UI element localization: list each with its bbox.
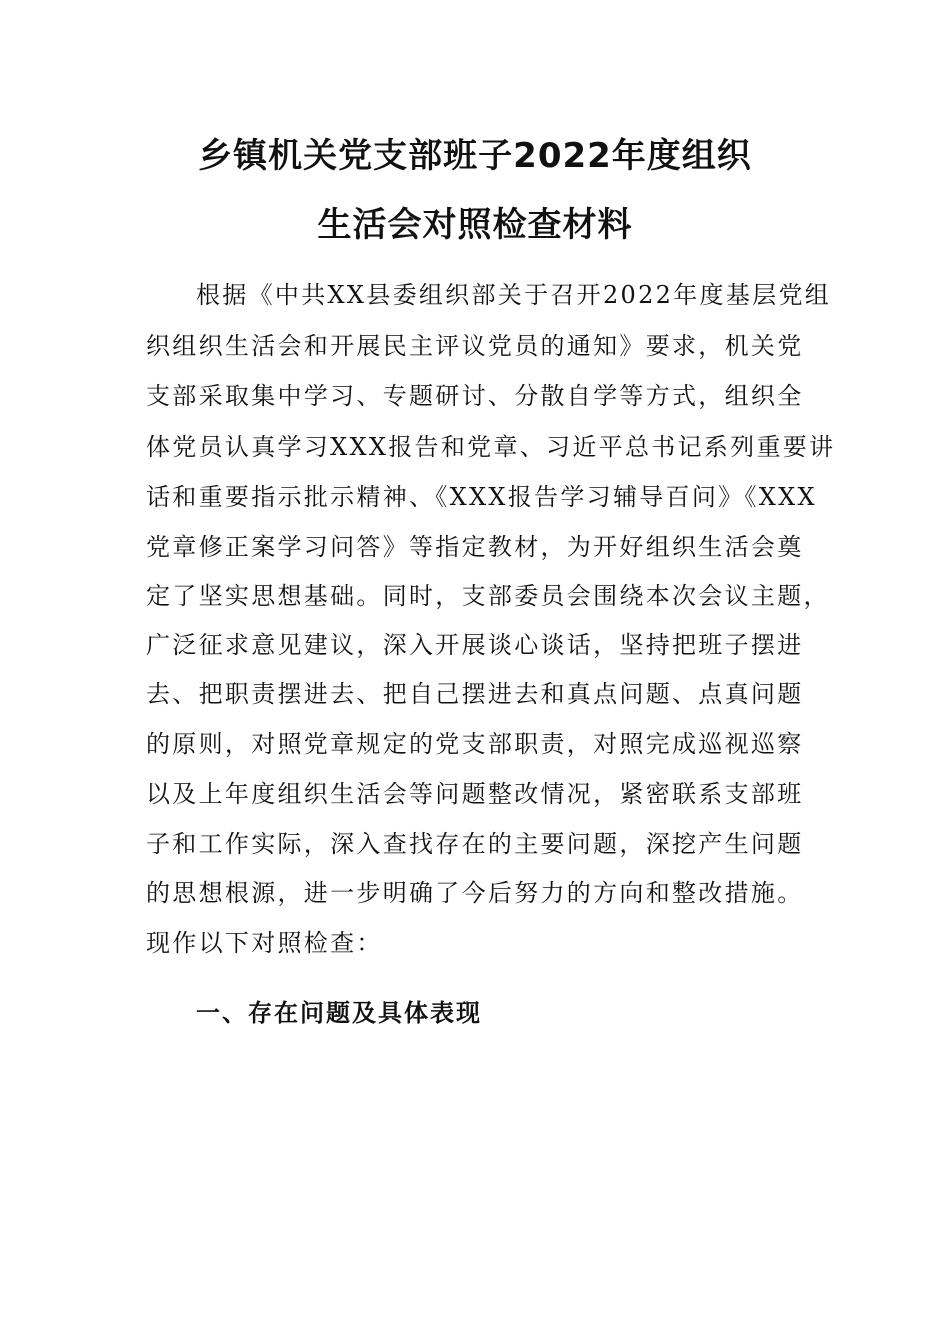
- paragraph-line: 子和工作实际，深入查找存在的主要问题，深挖产生问题: [146, 830, 804, 858]
- paragraph-line: 的原则，对照党章规定的党支部职责，对照完成巡视巡察: [146, 730, 804, 758]
- paragraph-line: 以及上年度组织生活会等问题整改情况，紧密联系支部班: [146, 780, 804, 808]
- paragraph-line: 去、把职责摆进去、把自己摆进去和真点问题、点真问题: [146, 680, 804, 708]
- paragraph-line: 体党员认真学习XXX报告和党章、习近平总书记系列重要讲: [146, 433, 836, 461]
- paragraph-line: 现作以下对照检查：: [146, 929, 383, 957]
- document-title-line-1: 乡镇机关党支部班子2022年度组织: [198, 136, 752, 176]
- paragraph-line: 广泛征求意见建议，深入开展谈心谈话，坚持把班子摆进: [146, 631, 804, 659]
- document-title-line-2: 生活会对照检查材料: [317, 205, 633, 245]
- section-heading: 一、存在问题及具体表现: [196, 999, 482, 1027]
- paragraph-line: 话和重要指示批示精神、《XXX报告学习辅导百问》《XXX: [146, 483, 817, 511]
- paragraph-line: 根据《中共XX县委组织部关于召开2022年度基层党组: [196, 281, 832, 309]
- paragraph-line: 党章修正案学习问答》等指定教材，为开好组织生活会奠: [146, 533, 804, 561]
- paragraph-line: 织组织生活会和开展民主评议党员的通知》要求，机关党: [146, 332, 804, 360]
- paragraph-line: 定了坚实思想基础。同时，支部委员会围绕本次会议主题，: [146, 582, 830, 610]
- paragraph-line: 支部采取集中学习、专题研讨、分散自学等方式，组织全: [146, 382, 804, 410]
- paragraph-line: 的思想根源，进一步明确了今后努力的方向和整改措施。: [146, 879, 804, 907]
